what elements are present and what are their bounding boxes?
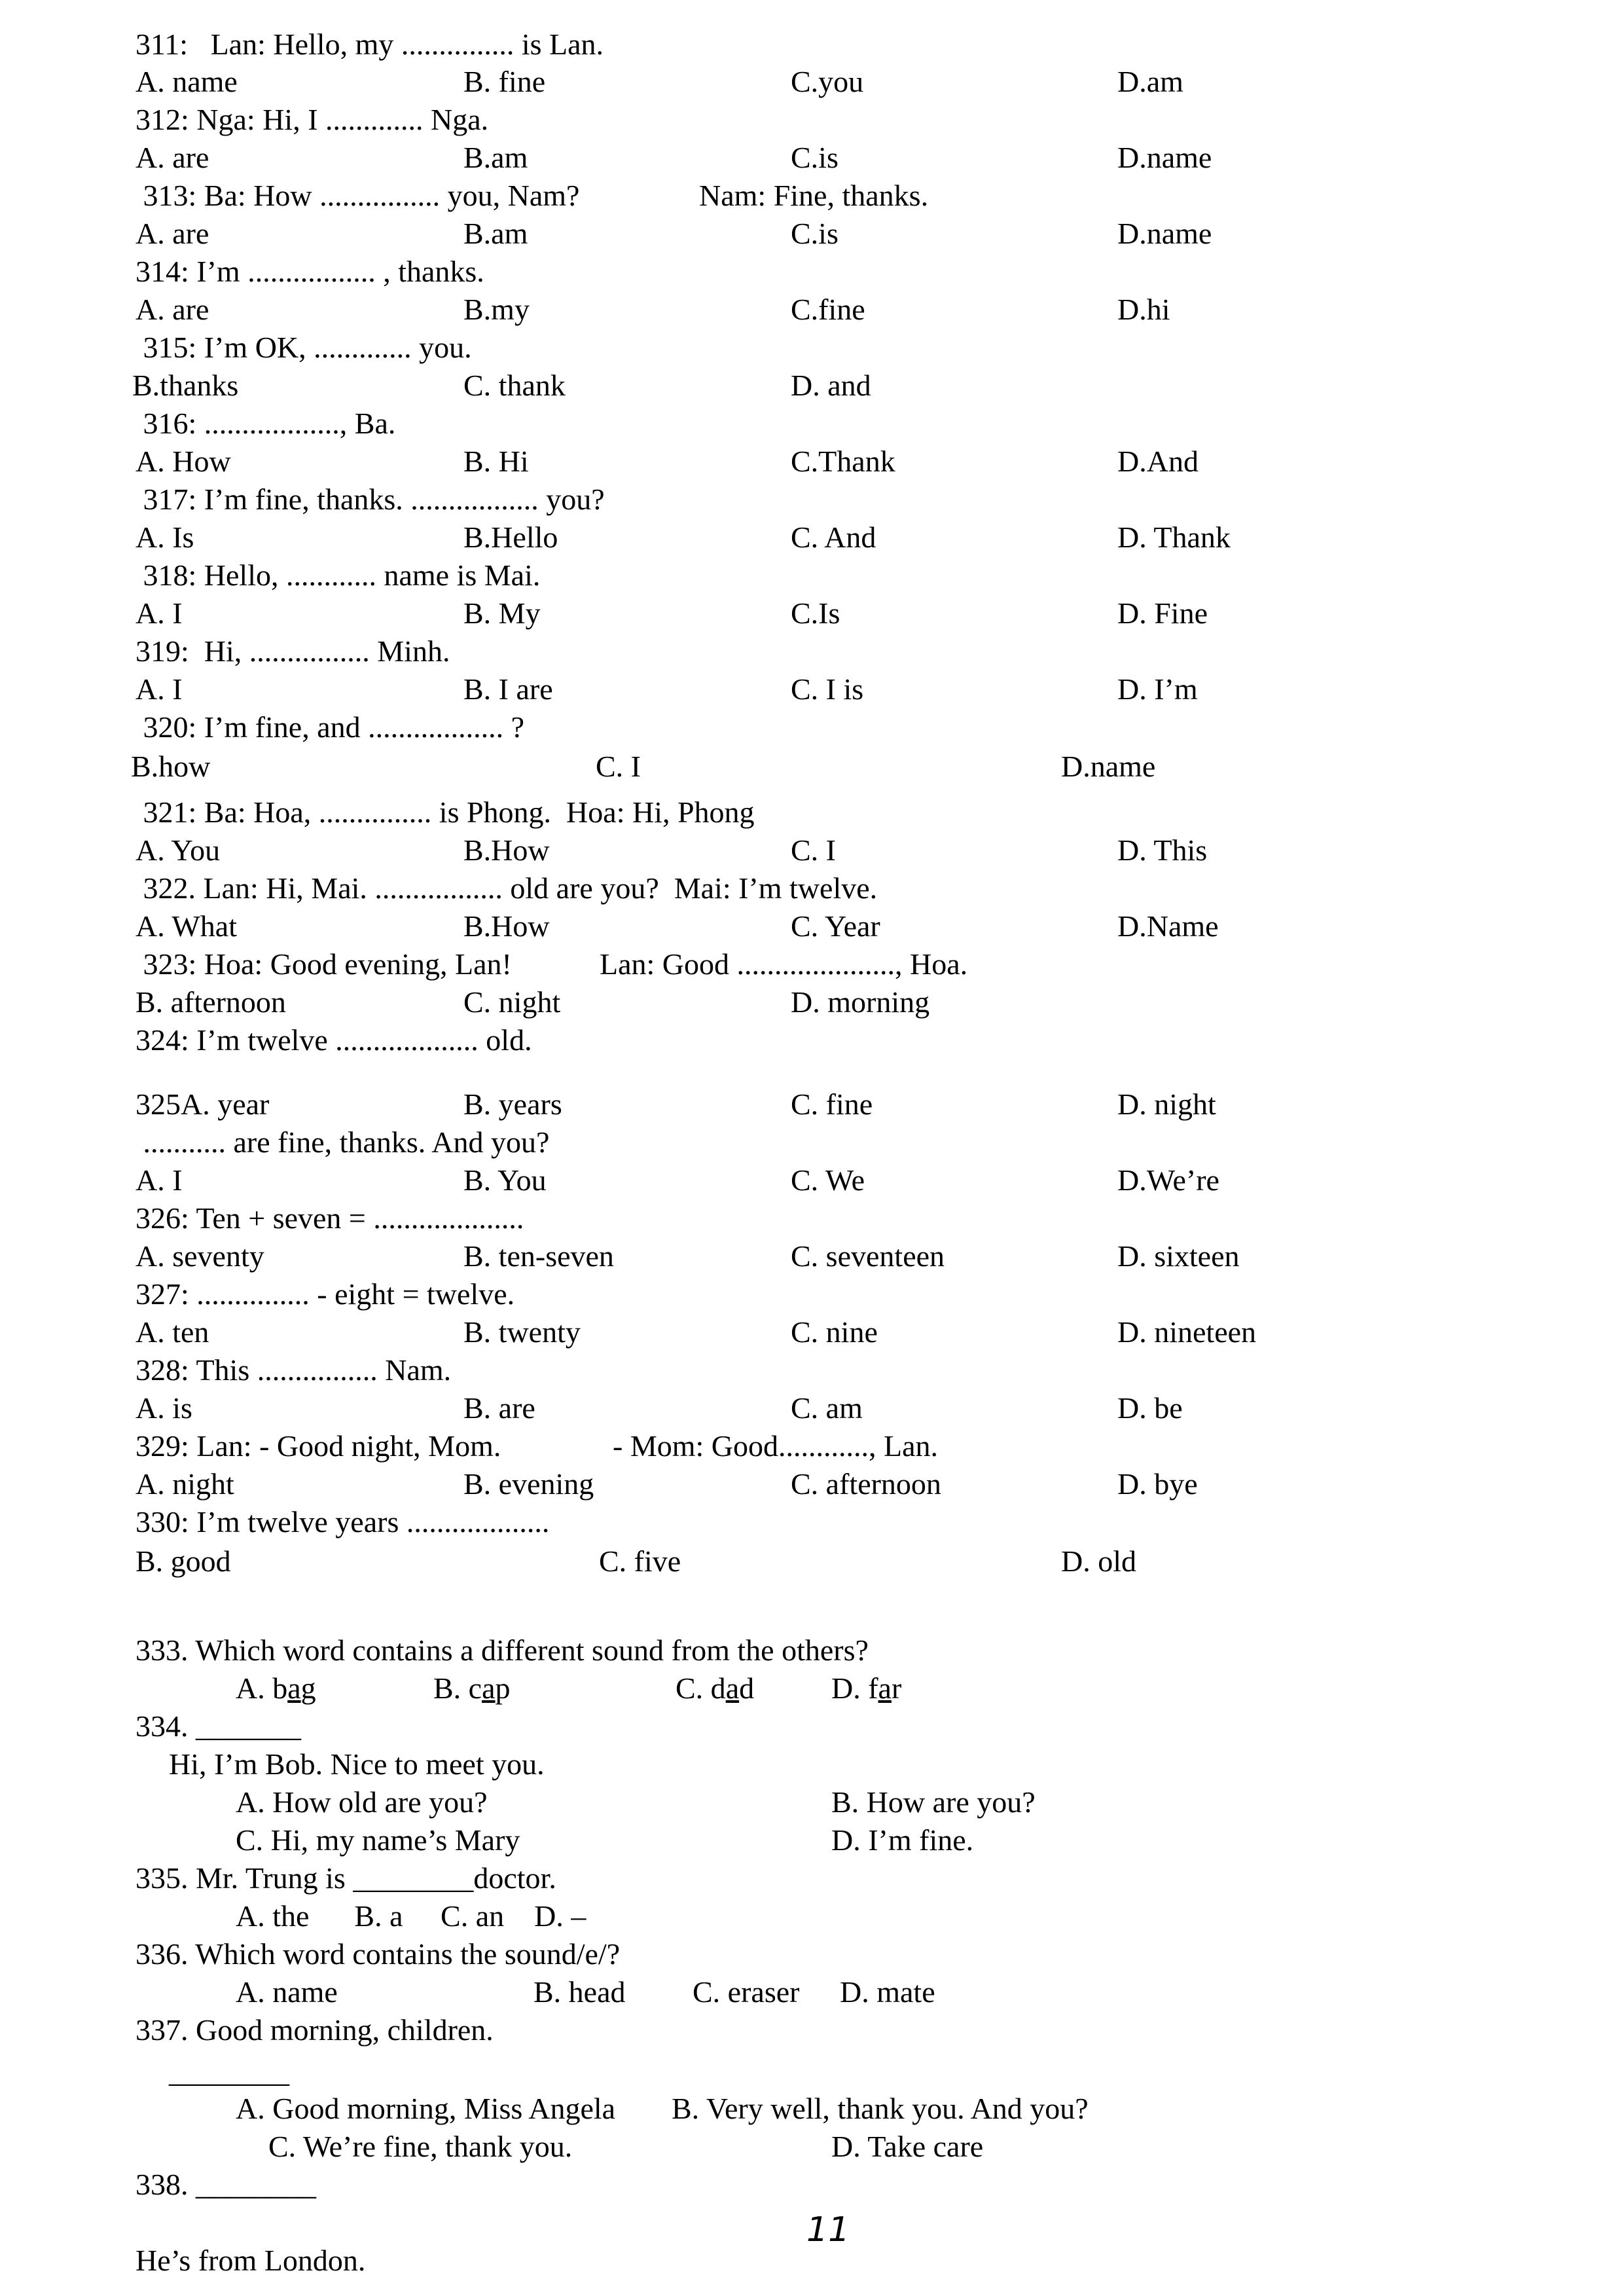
q334-line: Hi, I’m Bob. Nice to meet you. <box>169 1747 545 1781</box>
q318-option-d: D. Fine <box>1117 596 1208 630</box>
q329-option-c: C. afternoon <box>791 1467 941 1501</box>
q316-option-a: A. How <box>135 445 231 478</box>
q327-option-c: C. nine <box>791 1315 878 1349</box>
q325-option-a: 325A. year <box>135 1087 270 1121</box>
q328-option-d: D. be <box>1117 1391 1183 1425</box>
q337-option-b: B. Very well, thank you. And you? <box>672 2092 1089 2125</box>
q323-option-c: C. night <box>463 985 561 1019</box>
q311-option-d: D.am <box>1117 65 1183 98</box>
q325-option-c2: C. We <box>791 1163 865 1197</box>
q319-option-c: C. I is <box>791 672 864 706</box>
q337-option-a: A. Good morning, Miss Angela <box>236 2092 616 2125</box>
q333-option-a: A. bag <box>236 1671 316 1705</box>
q334-option-d: D. I’m fine. <box>831 1823 974 1857</box>
q336-option-a: A. name <box>236 1975 338 2009</box>
q311-option-b: B. fine <box>463 65 546 98</box>
q323-option-d: D. morning <box>791 985 930 1019</box>
q325-option-d2: D.We’re <box>1117 1163 1219 1197</box>
q338-number: 338. ________ <box>135 2168 316 2201</box>
q316-option-b: B. Hi <box>463 445 529 478</box>
q313-reply: Nam: Fine, thanks. <box>699 179 929 212</box>
q311-option-c: C.you <box>791 65 864 98</box>
q319-option-b: B. I are <box>463 672 553 706</box>
q336-option-b: B. head <box>533 1975 626 2009</box>
q327-option-a: A. ten <box>135 1315 209 1349</box>
q322-stem: 322. Lan: Hi, Mai. ................. old are you? Mai: I’m twelve. <box>135 871 878 905</box>
q326-option-b: B. ten-seven <box>463 1239 614 1273</box>
q313-option-b: B.am <box>463 217 528 250</box>
q330-stem: 330: I’m twelve years ................... <box>135 1505 550 1539</box>
q312-option-c: C.is <box>791 141 839 174</box>
q312-option-b: B.am <box>463 141 528 174</box>
q325-option-d: D. night <box>1117 1087 1216 1121</box>
q328-option-c: C. am <box>791 1391 863 1425</box>
q329-option-b: B. evening <box>463 1467 594 1501</box>
q325-stem: ........... are fine, thanks. And you? <box>135 1125 550 1159</box>
q325-option-b: B. years <box>463 1087 562 1121</box>
q318-option-b: B. My <box>463 596 541 630</box>
q333-option-c: C. dad <box>676 1671 755 1705</box>
q326-stem: 326: Ten + seven = .................... <box>135 1201 524 1235</box>
q317-option-a: A. Is <box>135 520 194 554</box>
q329-option-a: A. night <box>135 1467 234 1501</box>
q322-option-d: D.Name <box>1117 909 1219 943</box>
q323-reply: Lan: Good ....................., Hoa. <box>600 947 968 981</box>
q313-option-a: A. are <box>135 217 209 250</box>
q326-option-a: A. seventy <box>135 1239 264 1273</box>
q316-stem: 316: .................., Ba. <box>135 407 396 440</box>
q336-option-c: C. eraser <box>693 1975 800 2009</box>
q317-stem: 317: I’m fine, thanks. ................. you? <box>135 483 605 516</box>
q330-option-c: C. five <box>599 1544 681 1578</box>
q321-option-b: B.How <box>463 833 550 867</box>
q316-option-d: D.And <box>1117 445 1199 478</box>
q314-option-a: A. are <box>135 293 209 326</box>
q321-option-a: A. You <box>135 833 221 867</box>
q313-stem: 313: Ba: How ................ you, Nam? <box>135 179 580 212</box>
q318-option-c: C.Is <box>791 596 840 630</box>
q333-option-b: B. cap <box>433 1671 511 1705</box>
q325-option-b2: B. You <box>463 1163 547 1197</box>
q322-option-a: A. What <box>135 909 238 943</box>
q335-blank: ________ <box>353 1861 474 1895</box>
q312-option-a: A. are <box>135 141 209 174</box>
q314-stem: 314: I’m ................. , thanks. <box>135 255 484 288</box>
q329-reply: - Mom: Good............, Lan. <box>613 1429 939 1463</box>
q322-option-c: C. Year <box>791 909 880 943</box>
q324-stem: 324: I’m twelve ................... old. <box>135 1023 532 1057</box>
q312-stem: 312: Nga: Hi, I ............. Nga. <box>135 103 489 136</box>
q335-stem: 335. Mr. Trung is ________doctor. <box>135 1861 556 1895</box>
q337-blank: ________ <box>169 2055 289 2088</box>
q329-stem: 329: Lan: - Good night, Mom. <box>135 1429 501 1463</box>
q322-option-b: B.How <box>463 909 550 943</box>
q326-option-c: C. seventeen <box>791 1239 945 1273</box>
q319-option-d: D. I’m <box>1117 672 1198 706</box>
q333-option-d: D. far <box>831 1671 902 1705</box>
q320-option-c: C. I <box>596 750 641 783</box>
q315-stem: 315: I’m OK, ............. you. <box>135 331 472 364</box>
q330-option-b: B. good <box>135 1544 231 1578</box>
q334-blank: _______ <box>196 1709 301 1743</box>
q320-option-d: D.name <box>1061 750 1156 783</box>
q337-option-c: C. We’re fine, thank you. <box>268 2130 573 2163</box>
q327-option-b: B. twenty <box>463 1315 581 1349</box>
q336-stem: 336. Which word contains the sound/e/? <box>135 1937 621 1971</box>
q334-option-b: B. How are you? <box>831 1785 1036 1819</box>
q337-option-d: D. Take care <box>831 2130 984 2163</box>
q334-option-c: C. Hi, my name’s Mary <box>236 1823 520 1857</box>
q317-option-b: B.Hello <box>463 520 558 554</box>
q328-option-a: A. is <box>135 1391 192 1425</box>
q319-option-a: A. I <box>135 672 183 706</box>
q328-stem: 328: This ................ Nam. <box>135 1353 452 1387</box>
q316-option-c: C.Thank <box>791 445 895 478</box>
page-number: 11 <box>806 2210 850 2250</box>
q334-option-a: A. How old are you? <box>236 1785 488 1819</box>
q338-blank: ________ <box>196 2168 316 2201</box>
q317-option-d: D. Thank <box>1117 520 1231 554</box>
q327-stem: 327: ............... - eight = twelve. <box>135 1277 515 1311</box>
q334-number: 334. _______ <box>135 1709 301 1743</box>
q329-option-d: D. bye <box>1117 1467 1198 1501</box>
q318-option-a: A. I <box>135 596 183 630</box>
q315-option-c: C. thank <box>463 369 566 402</box>
q320-stem: 320: I’m fine, and .................. ? <box>135 710 525 744</box>
q325-option-a2: A. I <box>135 1163 183 1197</box>
q314-option-c: C.fine <box>791 293 865 326</box>
q338-line: He’s from London. <box>135 2244 366 2277</box>
q325-option-c: C. fine <box>791 1087 873 1121</box>
q323-stem: 323: Hoa: Good evening, Lan! <box>135 947 512 981</box>
q315-option-b: B.thanks <box>132 369 239 402</box>
q336-option-d: D. mate <box>840 1975 935 2009</box>
q315-option-d: D. and <box>791 369 871 402</box>
q313-option-d: D.name <box>1117 217 1212 250</box>
q321-option-d: D. This <box>1117 833 1208 867</box>
q318-stem: 318: Hello, ............ name is Mai. <box>135 558 541 592</box>
q327-option-d: D. nineteen <box>1117 1315 1257 1349</box>
q335-options: A. the B. a C. an D. – <box>236 1899 586 1933</box>
q326-option-d: D. sixteen <box>1117 1239 1240 1273</box>
q333-stem: 333. Which word contains a different sound from the others? <box>135 1633 869 1667</box>
q330-option-d: D. old <box>1061 1544 1136 1578</box>
q321-stem: 321: Ba: Hoa, ............... is Phong. Hoa: Hi, Phong <box>135 795 755 829</box>
q313-option-c: C.is <box>791 217 839 250</box>
q311-option-a: A. name <box>135 65 238 98</box>
q317-option-c: C. And <box>791 520 876 554</box>
q312-option-d: D.name <box>1117 141 1212 174</box>
q320-option-b: B.how <box>131 750 211 783</box>
q319-stem: 319: Hi, ................ Minh. <box>135 634 450 668</box>
q337-stem: 337. Good morning, children. <box>135 2013 494 2047</box>
q314-option-b: B.my <box>463 293 530 326</box>
q311-stem: 311: Lan: Hello, my ............... is Lan. <box>135 27 604 61</box>
q314-option-d: D.hi <box>1117 293 1170 326</box>
q328-option-b: B. are <box>463 1391 535 1425</box>
q323-option-b: B. afternoon <box>135 985 286 1019</box>
q321-option-c: C. I <box>791 833 836 867</box>
